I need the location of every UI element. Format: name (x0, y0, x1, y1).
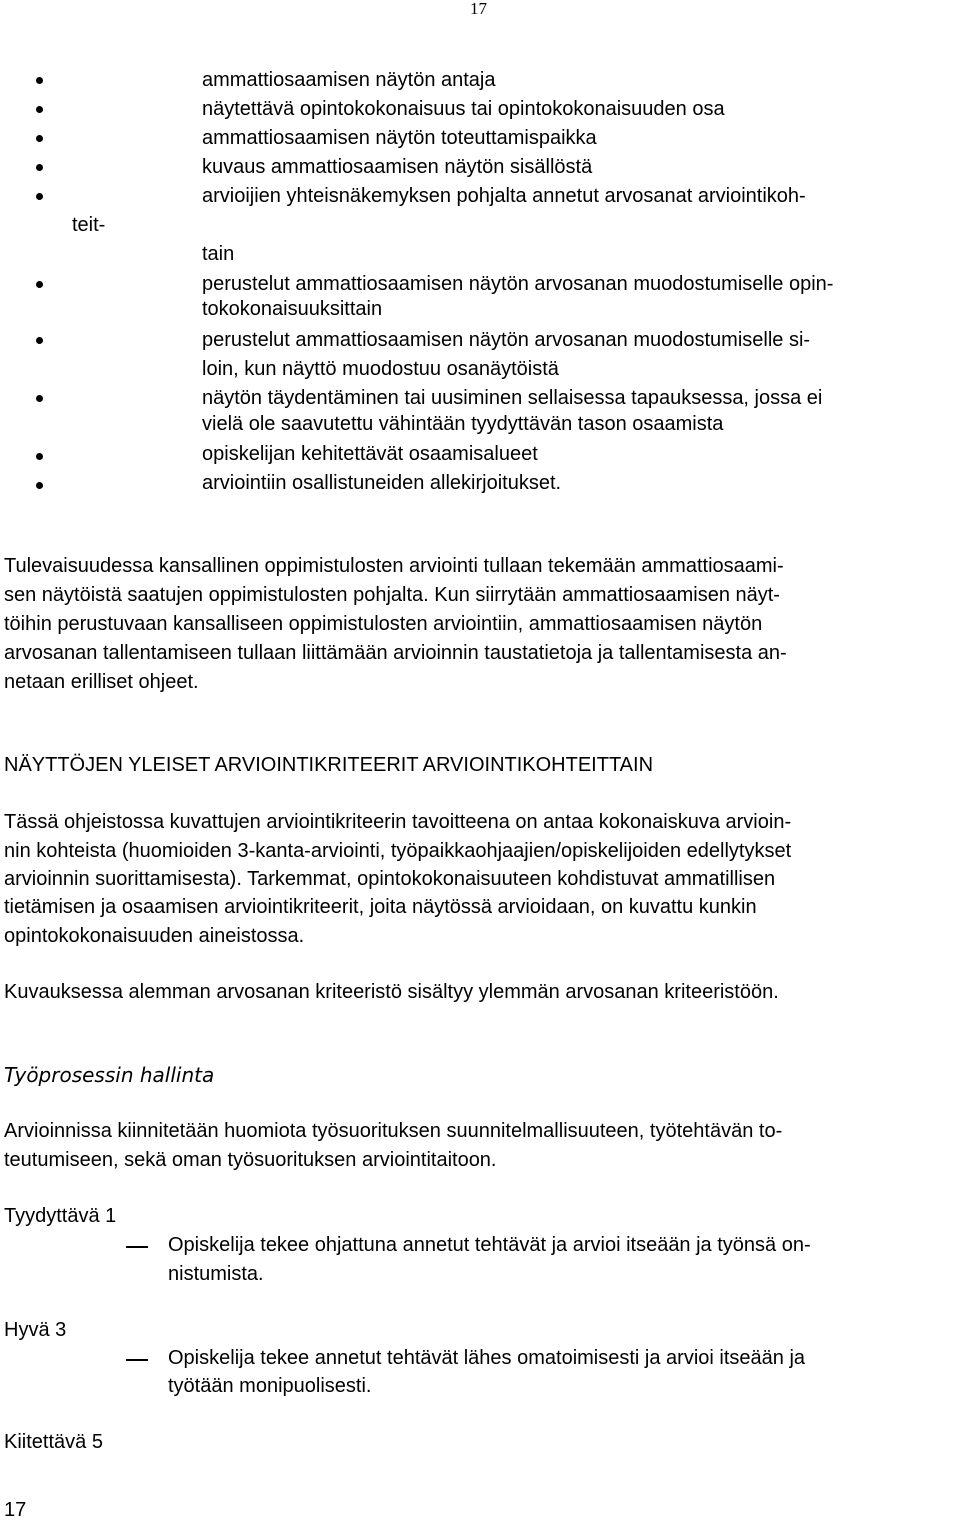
list-item: kuvaus ammattiosaamisen näytön sisällöstä (202, 156, 593, 178)
list-item: näytettävä opintokokonaisuus tai opintokokonaisuuden osa (202, 98, 725, 120)
paragraph-line: arvosanan tallentamiseen tullaan liittämään arvioinnin taustatietoja ja tallentamisesta an- (4, 642, 787, 664)
list-item: arviointiin osallistuneiden allekirjoitukset. (202, 472, 562, 494)
bullet-icon (36, 135, 43, 142)
bullet-icon (36, 395, 43, 402)
list-item: perustelut ammattiosaamisen näytön arvosanan muodostumiselle si- (202, 329, 811, 351)
paragraph-line: sen näytöistä saatujen oppimistulosten pohjalta. Kun siirrytään ammattiosaamisen näyt- (4, 584, 780, 606)
paragraph-line: arvioinnin suorittamisesta). Tarkemmat, opintokokonaisuuteen kohdistuvat ammatillisen (4, 868, 776, 890)
bullet-icon (36, 193, 43, 200)
list-item-continuation: tokokonaisuuksittain (202, 298, 383, 320)
grade-label: Tyydyttävä 1 (4, 1205, 117, 1227)
paragraph-line: teutumiseen, sekä oman työsuorituksen arviointitaitoon. (4, 1149, 497, 1171)
paragraph-line: Tässä ohjeistossa kuvattujen arviointikriteerin tavoitteena on antaa kokonaiskuva arvioin- (4, 811, 792, 833)
grade-label: Kiitettävä 5 (4, 1431, 103, 1453)
grade-description-line: Opiskelija tekee annetut tehtävät lähes omatoimisesti ja arvioi itseään ja (168, 1347, 806, 1369)
grade-description-line: Opiskelija tekee ohjattuna annetut tehtävät ja arvioi itseään ja työnsä on- (168, 1234, 811, 1256)
bullet-icon (36, 164, 43, 171)
bullet-icon (36, 337, 43, 344)
list-item: ammattiosaamisen näytön toteuttamispaikka (202, 127, 597, 149)
paragraph-line: opintokokonaisuuden aineistossa. (4, 925, 305, 947)
paragraph-line: nin kohteista (huomioiden 3-kanta-arviointi, työpaikkaohjaajien/opiskelijoiden edellytykset (4, 840, 792, 862)
list-item: näytön täydentäminen tai uusiminen sellaisessa tapauksessa, jossa ei (202, 387, 823, 409)
list-item-continuation: vielä ole saavutettu vähintään tyydyttävän tason osaamista (202, 413, 724, 435)
dash-icon (126, 1246, 148, 1248)
paragraph-line: netaan erilliset ohjeet. (4, 671, 199, 693)
list-item-continuation: loin, kun näyttö muodostuu osanäytöistä (202, 358, 559, 380)
paragraph-line: Tulevaisuudessa kansallinen oppimistulosten arviointi tullaan tekemään ammattiosaami- (4, 555, 784, 577)
dash-icon (126, 1359, 148, 1361)
list-item: ammattiosaamisen näytön antaja (202, 69, 496, 91)
footer-page-number: 17 (4, 1499, 27, 1521)
grade-description-line: nistumista. (168, 1263, 264, 1285)
paragraph-criteria-note: Kuvauksessa alemman arvosanan kriteeristö sisältyy ylemmän arvosanan kriteeristöön. (4, 981, 779, 1003)
list-item-continuation: tain (202, 243, 235, 265)
bullet-icon (36, 106, 43, 113)
bullet-icon (36, 281, 43, 288)
paragraph-line: tietämisen ja osaamisen arviointikriteerit, joita näytössä arvioidaan, on kuvattu kunkin (4, 896, 757, 918)
section-heading: NÄYTTÖJEN YLEISET ARVIOINTIKRITEERIT ARVIOINTIKOHTEITTAIN (4, 754, 654, 776)
header-page-number: 17 (470, 0, 487, 18)
bullet-icon (36, 482, 43, 489)
paragraph-line: Arvioinnissa kiinnitetään huomiota työsuorituksen suunnitelmallisuuteen, työtehtävän to- (4, 1120, 783, 1142)
grade-label: Hyvä 3 (4, 1319, 67, 1341)
paragraph-line: töihin perustuvaan kansalliseen oppimistulosten arviointiin, ammattiosaamisen näytön (4, 613, 763, 635)
subheading: Työprosessin hallinta (4, 1063, 215, 1087)
bullet-icon (36, 453, 43, 460)
list-item: opiskelijan kehitettävät osaamisalueet (202, 443, 538, 465)
list-item: arvioijien yhteisnäkemyksen pohjalta annetut arvosanat arviointikoh- (202, 185, 806, 207)
list-item: perustelut ammattiosaamisen näytön arvosanan muodostumiselle opin- (202, 273, 834, 295)
list-item-continuation: teit- (72, 214, 106, 236)
bullet-icon (36, 77, 43, 84)
grade-description-line: työtään monipuolisesti. (168, 1375, 372, 1397)
